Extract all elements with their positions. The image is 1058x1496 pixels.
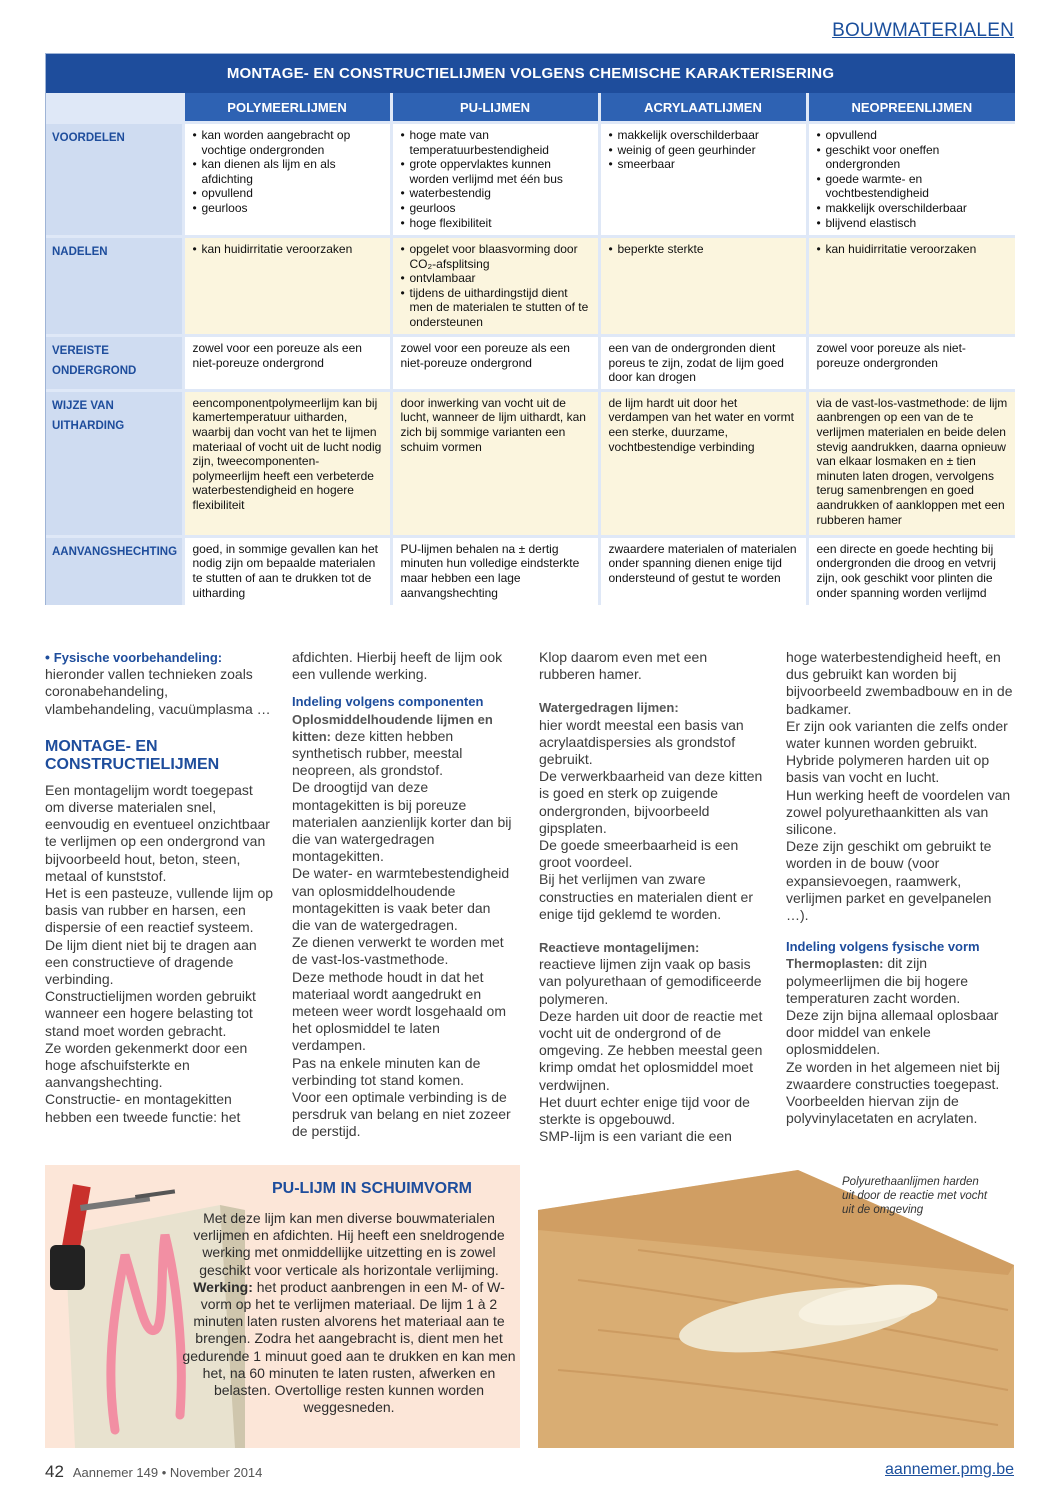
subheading: Watergedragen lijmen:: [539, 700, 679, 716]
cell-bullet: • kan huidirritatie veroorzaken: [193, 242, 384, 257]
cell-bullet: • waterbestendig: [401, 186, 592, 201]
paragraph: Pas na enkele minuten kan de verbinding tot stand komen.: [292, 1054, 481, 1088]
paragraph: hier wordt meestal een basis van acrylaatdispersies als grondstof gebruikt.: [539, 716, 744, 768]
cell-bullet: • kan dienen als lijm en als afdichting: [193, 157, 384, 186]
paragraph: De lijm dient niet bij te dragen aan een constructieve of dragende verbinding.: [45, 936, 257, 988]
paragraph: Ze dienen verwerkt te worden met de vast-los-vastmethode.: [292, 934, 504, 968]
paragraph: De verwerkbaarheid van deze kitten is goed en sterk op zuigende ondergronden, bijvoorbeeld gipsplaten.: [539, 768, 763, 836]
paragraph: Hybride polymeren harden uit op basis van vocht en lucht.: [786, 752, 990, 786]
paragraph: Het duurt echter enige tijd voor de sterkte is opgebouwd.: [539, 1093, 750, 1128]
photo-caption: Polyurethaanlijmen harden uit door de reactie met vocht uit de omgeving: [842, 1176, 988, 1216]
table-cell: zwaardere materialen of materialen onder spanning dienen enige tijd ondersteund of gestut te worden: [599, 536, 807, 605]
table-cell: [807, 237, 1015, 336]
paragraph: Deze zijn geschikt om gebruikt te worden in de bouw (voor expansievoegen, raamwerk, verlijmen parket en gevelpanelen …).: [786, 838, 992, 924]
cell-bullet: • opvullend: [817, 128, 1010, 143]
footer-url-link[interactable]: aannemer.pmg.be: [885, 1461, 1014, 1478]
paragraph: De water- en warmtebestendigheid van oplosmiddelhoudende montagekitten is vaak beter dan die van de watergedragen.: [292, 865, 510, 934]
bold-text: dit zijn polymeerlijmen die bij hogere temperaturen zacht worden.: [786, 955, 969, 1006]
cell-bullet: • tijdens de uithardingstijd dient men de materialen te stutten of te ondersteunen: [401, 286, 592, 330]
table-cell: een directe en goede hechting bij ondergronden die droog en vetvrij zijn, ook geschikt voor plinten die onder spanning worden verlijmd: [807, 536, 1015, 605]
bullet-dot: •: [45, 649, 50, 665]
paragraph: Er zijn ook varianten die zelfs onder water kunnen worden gebruikt.: [786, 717, 1008, 752]
table-cell: eencomponentpolymeerlijm kan bij kamertemperatuur uitharden, waarbij dan vocht van het te lijmen materiaal of vocht uit de lucht nodig zijn, tweecomponenten-polymeerlijm heeft een verbeterde waterbestendigheid en hogere flexibiliteit: [183, 390, 391, 536]
table-cell: [391, 237, 599, 336]
comparison-table: [45, 53, 1014, 605]
paragraph: De goede smeerbaarheid is een groot voordeel.: [539, 837, 739, 871]
table-cell: zowel voor een poreuze als een niet-poreuze ondergrond: [391, 336, 599, 391]
table-cell: via de vast-los-vastmethode: de lijm aanbrengen op een van de te verlijmen materialen en beide delen stevig aandrukken, daarna opnieuw van elkaar losmaken en ± tien minuten laten drogen, vervolgens terug samenbrengen en goed aandrukken of aankloppen met een rubberen hamer: [807, 390, 1015, 536]
footer-left: [45, 1462, 262, 1482]
table-row: [46, 123, 1015, 237]
table-row: [46, 390, 1015, 536]
paragraph: Ze worden gekenmerkt door een hoge afschuifsterkte en aanvangshechting.: [45, 1039, 248, 1091]
table-cell: een van de ondergronden dient poreus te zijn, zodat de lijm goed door kan drogen: [599, 336, 807, 391]
cell-bullet: • weinig of geen geurhinder: [609, 143, 800, 158]
row-label: VOORDELEN: [46, 123, 183, 237]
section-tag: BOUWMATERIALEN: [832, 20, 1014, 41]
cell-bullet: • smeerbaar: [609, 157, 800, 172]
subheading: Indeling volgens fysische vorm: [786, 939, 980, 955]
row-label: VEREISTE ONDERGROND: [46, 336, 183, 391]
cell-bullet: • geurloos: [401, 201, 592, 216]
paragraph: Hun werking heeft de voordelen van zowel polyurethaankitten als van silicone.: [786, 786, 1011, 838]
bullet-paragraph: [45, 649, 275, 718]
box-text: [180, 1210, 518, 1416]
cell-bullet: • kan worden aangebracht op vochtige ondergronden: [193, 128, 384, 157]
subheading: Reactieve montagelijmen:: [539, 940, 700, 956]
cell-bullet: • opvullend: [193, 186, 384, 201]
cell-bullet: • hoge mate van temperatuurbestendigheid: [401, 128, 592, 157]
paragraph: Voorbeelden hiervan zijn de polyvinylacetaten en acrylaten.: [786, 1093, 978, 1127]
box-label: Werking:: [193, 1278, 253, 1295]
table-cell: [183, 123, 391, 237]
table-cell: PU-lijmen behalen na ± dertig minuten hun volledige eindsterkte maar hebben een lage aanvangshechting: [391, 536, 599, 605]
paragraph: Het is een pasteuze, vullende lijm op basis van rubber en harsen, een dispersie of een reactief systeem.: [45, 885, 274, 936]
text-column-1: [45, 649, 275, 1126]
paragraph: [786, 955, 1014, 1007]
table-row: [46, 237, 1015, 336]
paragraph: SMP-lijm is een variant die een: [539, 1128, 732, 1145]
spacer: [539, 923, 764, 939]
paragraph: Constructielijmen worden gebruikt wanneer een hogere belasting tot stand moet worden gebracht.: [45, 988, 256, 1039]
cell-bullet: • opgelet voor blaasvorming door CO₂-afsplitsing: [401, 242, 592, 271]
table-cell: zowel voor poreuze als niet-poreuze ondergronden: [807, 336, 1015, 391]
text-column-2: [292, 649, 512, 1141]
text-column-3: [539, 649, 764, 1145]
paragraph: reactieve lijmen zijn vaak op basis van polyurethaan of gemodificeerde polymeren.: [539, 956, 762, 1007]
pu-foam-box: [45, 1165, 520, 1448]
paragraph: afdichten. Hierbij heeft de lijm ook een vullende werking.: [292, 649, 503, 683]
paragraph: De droogtijd van deze montagekitten is bij poreuze materialen aanzienlijk korter dan bij die van watergedragen montagekitten.: [292, 779, 512, 865]
paragraph: Deze zijn bijna allemaal oplosbaar door middel van enkele oplosmiddelen.: [786, 1007, 999, 1058]
table-cell: [599, 123, 807, 237]
table-corner: [46, 93, 183, 123]
paragraph: Deze harden uit door de reactie met vocht uit de ondergrond of de omgeving. Ze hebben meestal geen krimp omdat het oplosmiddel moet verdwijnen.: [539, 1007, 763, 1093]
table-cell: [391, 123, 599, 237]
cell-bullet: • goede warmte- en vochtbestendigheid: [817, 172, 1010, 201]
column-header-polymeerlijmen: POLYMEERLIJMEN: [183, 93, 391, 123]
table-caption: MONTAGE- EN CONSTRUCTIELIJMEN VOLGENS CHEMISCHE KARAKTERISERING: [46, 54, 1015, 93]
cell-bullet: • kan huidirritatie veroorzaken: [817, 242, 1010, 257]
table-cell: [807, 123, 1015, 237]
column-header-acrylaatlijmen: ACRYLAATLIJMEN: [599, 93, 807, 123]
issue-info: Aannemer 149 • November 2014: [72, 1465, 263, 1480]
paragraph: Deze methode houdt in dat het materiaal wordt aangedrukt en meteen weer wordt losgehaald om het oplosmiddel te laten verdampen.: [292, 968, 507, 1054]
row-label: NADELEN: [46, 237, 183, 336]
box-title: PU-LIJM IN SCHUIMVORM: [272, 1180, 472, 1197]
table-cell: [599, 237, 807, 336]
bold-text: deze kitten hebben synthetisch rubber, meestal neopreen, als grondstof.: [292, 727, 463, 779]
paragraph: hoge waterbestendigheid heeft, en dus gebruikt kan worden bij bijvoorbeeld zwembadbouw en in de badkamer.: [786, 649, 1013, 717]
paragraph: Voor een optimale verbinding is de persdruk van belang en niet zozeer de perstijd.: [292, 1089, 511, 1140]
bullet-text: hieronder vallen technieken zoals coronabehandeling, vlambehandeling, vacuümplasma …: [45, 666, 271, 717]
cell-bullet: • blijvend elastisch: [817, 216, 1010, 231]
paragraph: Ze worden in het algemeen niet bij zwaardere constructies toegepast.: [786, 1058, 1001, 1092]
cell-bullet: • grote oppervlaktes kunnen worden verlijmd met één bus: [401, 157, 592, 186]
cell-bullet: • hoge flexibiliteit: [401, 216, 592, 231]
article-heading: MONTAGE- EN CONSTRUCTIELIJMEN: [45, 737, 220, 773]
table-cell: door inwerking van vocht uit de lucht, wanneer de lijm uithardt, kan zich bij sommige varianten een schuim vormen: [391, 390, 599, 536]
box-paragraph: het product aanbrengen in een M- of W-vorm op het te verlijmen materiaal. De lijm 1 à 2 minuten laten rusten alvorens het materiaal aan te brengen. Zodra het aangebracht is, dient men het gedurende 1 minuut goed aan te drukken en kan men het, na 60 minuten te laten rusten, afwerken en belasten. Overtollige resten kunnen worden weggesneden.: [182, 1278, 516, 1416]
cell-bullet: • ontvlambaar: [401, 271, 592, 286]
spacer: [539, 683, 764, 699]
subheading: Indeling volgens componenten: [292, 694, 484, 710]
cell-bullet: • geurloos: [193, 201, 384, 216]
cell-bullet: • makkelijk overschilderbaar: [609, 128, 800, 143]
paragraph: Klop daarom even met een rubberen hamer.: [539, 649, 708, 683]
paragraph: Constructie- en montagekitten hebben een tweede functie: het: [45, 1091, 241, 1125]
text-column-4: [786, 649, 1014, 1127]
paragraph: Een montagelijm wordt toegepast om diverse materialen snel, eenvoudig en eventueel onzichtbaar te verlijmen op een ondergrond van bijvoorbeeld hout, beton, steen, metaal of kunststof.: [45, 781, 270, 884]
row-label: WIJZE VAN UITHARDING: [46, 390, 183, 536]
table-row: [46, 536, 1015, 605]
table-cell: de lijm hardt uit door het verdampen van het water en vormt een sterke, duurzame, vochtbestendige verbinding: [599, 390, 807, 536]
cell-bullet: • geschikt voor oneffen ondergronden: [817, 143, 1010, 172]
bold-label: Oplosmiddelhoudende lijmen en kitten:: [292, 711, 493, 744]
bullet-label: Fysische voorbehandeling:: [53, 650, 223, 665]
cell-bullet: • makkelijk overschilderbaar: [817, 201, 1010, 216]
column-header-pu-lijmen: PU-LIJMEN: [391, 93, 599, 123]
row-label: AANVANGSHECHTING: [46, 536, 183, 605]
table-cell: zowel voor een poreuze als een niet-poreuze ondergrond: [183, 336, 391, 391]
table-cell: [183, 237, 391, 336]
bold-label: Thermoplasten:: [786, 956, 884, 972]
table-row: [46, 336, 1015, 391]
box-paragraph: Met deze lijm kan men diverse bouwmaterialen verlijmen en afdichten. Hij heeft een sneldrogende werking met onmiddellijke uitzetting en is zowel geschikt voor verticale als horizontale verlijming.: [193, 1210, 505, 1278]
page-number: 42: [45, 1462, 64, 1481]
column-header-neopreenlijmen: NEOPREENLIJMEN: [807, 93, 1015, 123]
paragraph: Bij het verlijmen van zware constructies en materialen dient er enige tijd geklemd te worden.: [539, 871, 753, 922]
cell-bullet: • beperkte sterkte: [609, 242, 800, 257]
table-cell: goed, in sommige gevallen kan het nodig zijn om bepaalde materialen te stutten of aan te drukken tot de uitharding: [183, 536, 391, 605]
paragraph: [292, 711, 512, 780]
